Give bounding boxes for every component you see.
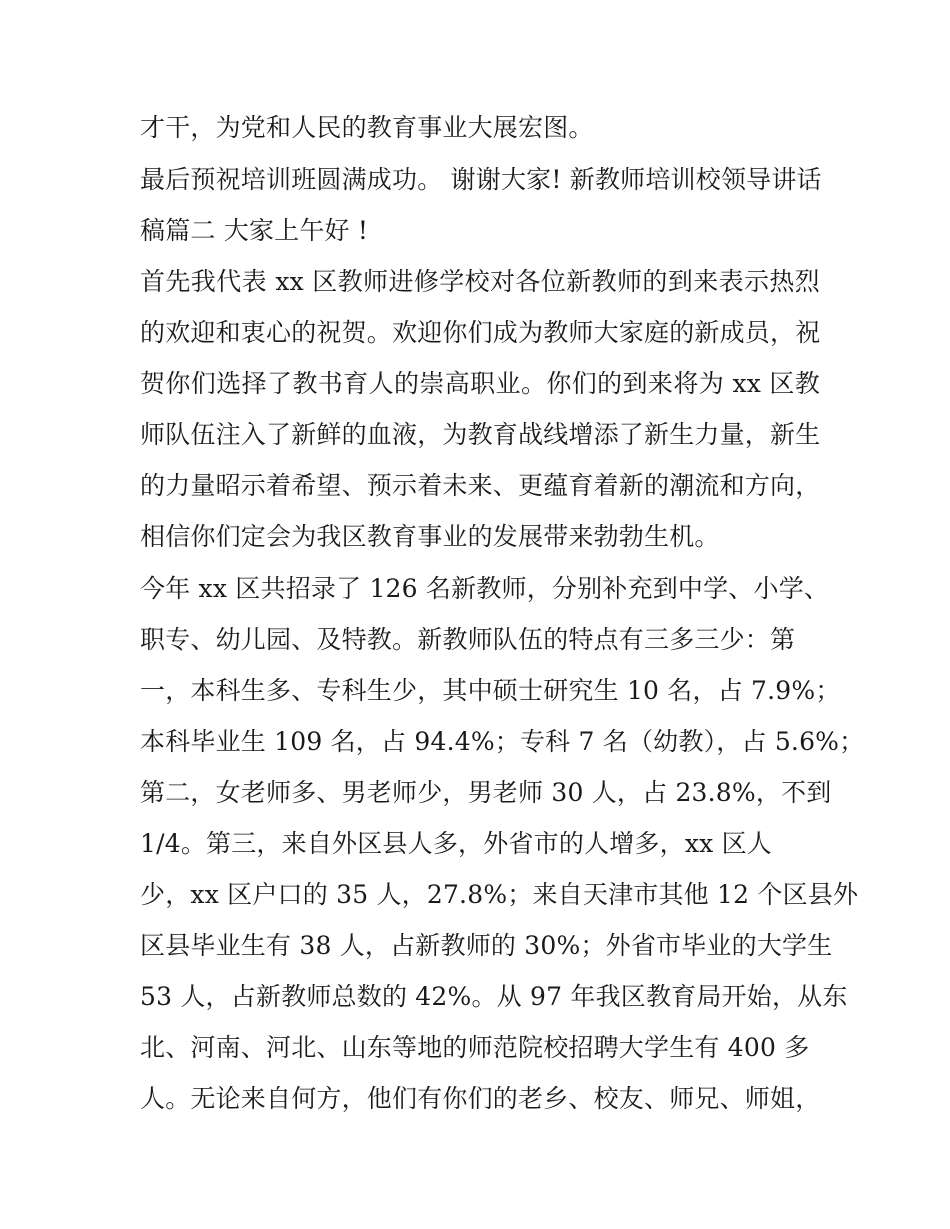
text-line: 才干，为党和人民的教育事业大展宏图。 [140,113,594,142]
text-line: 最后预祝培训班圆满成功。 谢谢大家! 新教师培训校领导讲话 [140,165,822,194]
text-line: 人。无论来自何方，他们有你们的老乡、校友、师兄、师姐， [140,1084,821,1113]
text-line: 少，xx 区户口的 35 人，27.8%；来自天津市其他 12 个区县外 [140,880,859,909]
text-line: 一，本科生多、专科生少，其中硕士研究生 10 名，占 7.9%； [140,676,841,705]
text-line: 的欢迎和衷心的祝贺。欢迎你们成为教师大家庭的新成员，祝 [140,318,821,347]
text-line: 首先我代表 xx 区教师进修学校对各位新教师的到来表示热烈 [140,267,820,296]
text-line: 今年 xx 区共招录了 126 名新教师，分别补充到中学、小学、 [140,574,830,603]
text-line: 贺你们选择了教书育人的崇高职业。你们的到来将为 xx 区教 [140,369,820,398]
text-line: 职专、幼儿园、及特教。新教师队伍的特点有三多三少：第 [140,625,796,654]
text-line: 第二，女老师多、男老师少，男老师 30 人，占 23.8%，不到 [140,778,832,807]
text-line: 的力量昭示着希望、预示着未来、更蕴育着新的潮流和方向， [140,471,821,500]
text-line: 53 人，占新教师总数的 42%。从 97 年我区教育局开始，从东 [140,982,848,1011]
text-line: 师队伍注入了新鲜的血液，为教育战线增添了新生力量，新生 [140,420,821,449]
text-line: 北、河南、河北、山东等地的师范院校招聘大学生有 400 多 [140,1033,810,1062]
text-line: 1/4。第三，来自外区县人多，外省市的人增多，xx 区人 [140,829,772,858]
text-line: 区县毕业生有 38 人，占新教师的 30%；外省市毕业的大学生 [140,931,833,960]
text-line: 稿篇二 大家上午好 ! [140,216,369,245]
text-line: 本科毕业生 109 名，占 94.4%；专科 7 名（幼教），占 5.6%； [140,727,865,756]
text-line: 相信你们定会为我区教育事业的发展带来勃勃生机。 [140,522,720,551]
